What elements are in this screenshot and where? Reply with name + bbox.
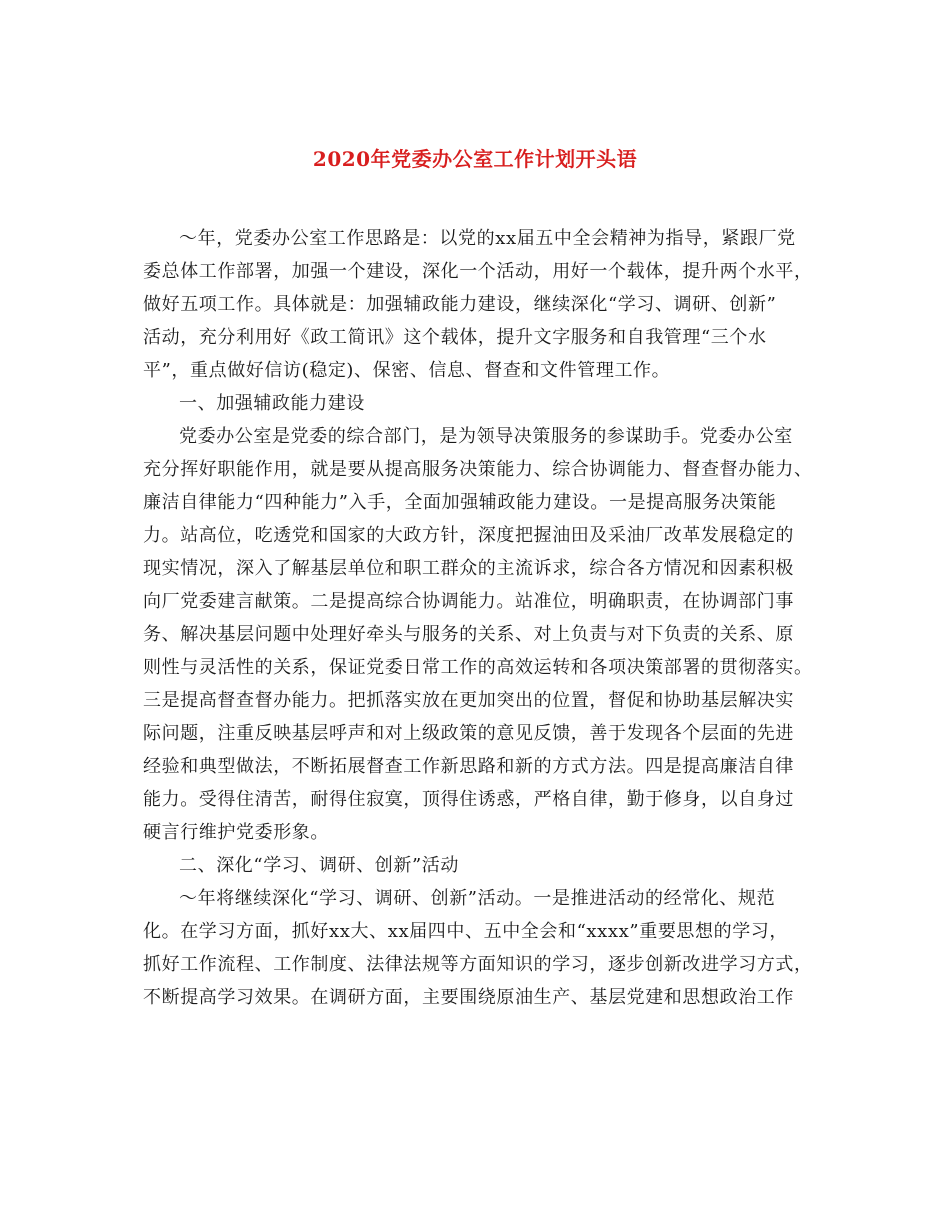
document-title: 2020年党委办公室工作计划开头语 (312, 147, 638, 171)
text-line: 硬言行维护党委形象。 (143, 822, 329, 843)
section-heading-2 (143, 849, 803, 882)
text-line: 做好五项工作。具体就是：加强辅政能力建设，继续深化“学习、调研、创新” (143, 294, 777, 315)
text-line: ～年将继续深化“学习、调研、创新”活动。一是推进活动的经常化、规范 (179, 888, 776, 909)
text-line: 委总体工作部署，加强一个建设，深化一个活动，用好一个载体，提升两个水平， (143, 261, 813, 282)
text-line: 廉洁自律能力“四种能力”入手，全面加强辅政能力建设。一是提高服务决策能 (143, 492, 777, 513)
section-heading-1 (143, 387, 803, 420)
paragraph-section-1 (143, 420, 813, 849)
text-line: ～年，党委办公室工作思路是：以党的xx届五中全会精神为指导，紧跟厂党 (179, 228, 796, 249)
text-line: 抓好工作流程、工作制度、法律法规等方面知识的学习，逐步创新改进学习方式， (143, 954, 813, 975)
text-line: 向厂党委建言献策。二是提高综合协调能力。站准位，明确职责，在协调部门事 (143, 591, 794, 612)
paragraph-section-2 (143, 882, 813, 1014)
document-body (143, 222, 813, 1014)
text-line: 不断提高学习效果。在调研方面，主要围绕原油生产、基层党建和思想政治工作 (143, 987, 794, 1008)
text-line: 活动，充分利用好《政工简讯》这个载体，提升文字服务和自我管理“三个水 (143, 327, 767, 348)
text-line: 平”，重点做好信访(稳定)、保密、信息、督查和文件管理工作。 (143, 360, 671, 381)
text-line: 化。在学习方面，抓好xx大、xx届四中、五中全会和“xxxx”重要思想的学习， (143, 921, 789, 942)
text-line: 际问题，注重反映基层呼声和对上级政策的意见反馈，善于发现各个层面的先进 (143, 723, 794, 744)
text-line: 经验和典型做法，不断拓展督查工作新思路和新的方式方法。四是提高廉洁自律 (143, 756, 794, 777)
section-heading: 一、加强辅政能力建设 (179, 393, 365, 414)
section-heading: 二、深化“学习、调研、创新”活动 (179, 855, 460, 876)
text-line: 务、解决基层问题中处理好牵头与服务的关系、对上负责与对下负责的关系、原 (143, 624, 794, 645)
text-line: 党委办公室是党委的综合部门，是为领导决策服务的参谋助手。党委办公室 (179, 426, 793, 447)
text-line: 则性与灵活性的关系，保证党委日常工作的高效运转和各项决策部署的贯彻落实。 (143, 657, 813, 678)
paragraph-intro (143, 222, 813, 387)
text-line: 充分挥好职能作用，就是要从提高服务决策能力、综合协调能力、督查督办能力、 (143, 459, 813, 480)
text-line: 能力。受得住清苦，耐得住寂寞，顶得住诱惑，严格自律，勤于修身，以自身过 (143, 789, 794, 810)
text-line: 力。站高位，吃透党和国家的大政方针，深度把握油田及采油厂改革发展稳定的 (143, 525, 794, 546)
text-line: 三是提高督查督办能力。把抓落实放在更加突出的位置，督促和协助基层解决实 (143, 690, 794, 711)
text-line: 现实情况，深入了解基层单位和职工群众的主流诉求，综合各方情况和因素积极 (143, 558, 794, 579)
